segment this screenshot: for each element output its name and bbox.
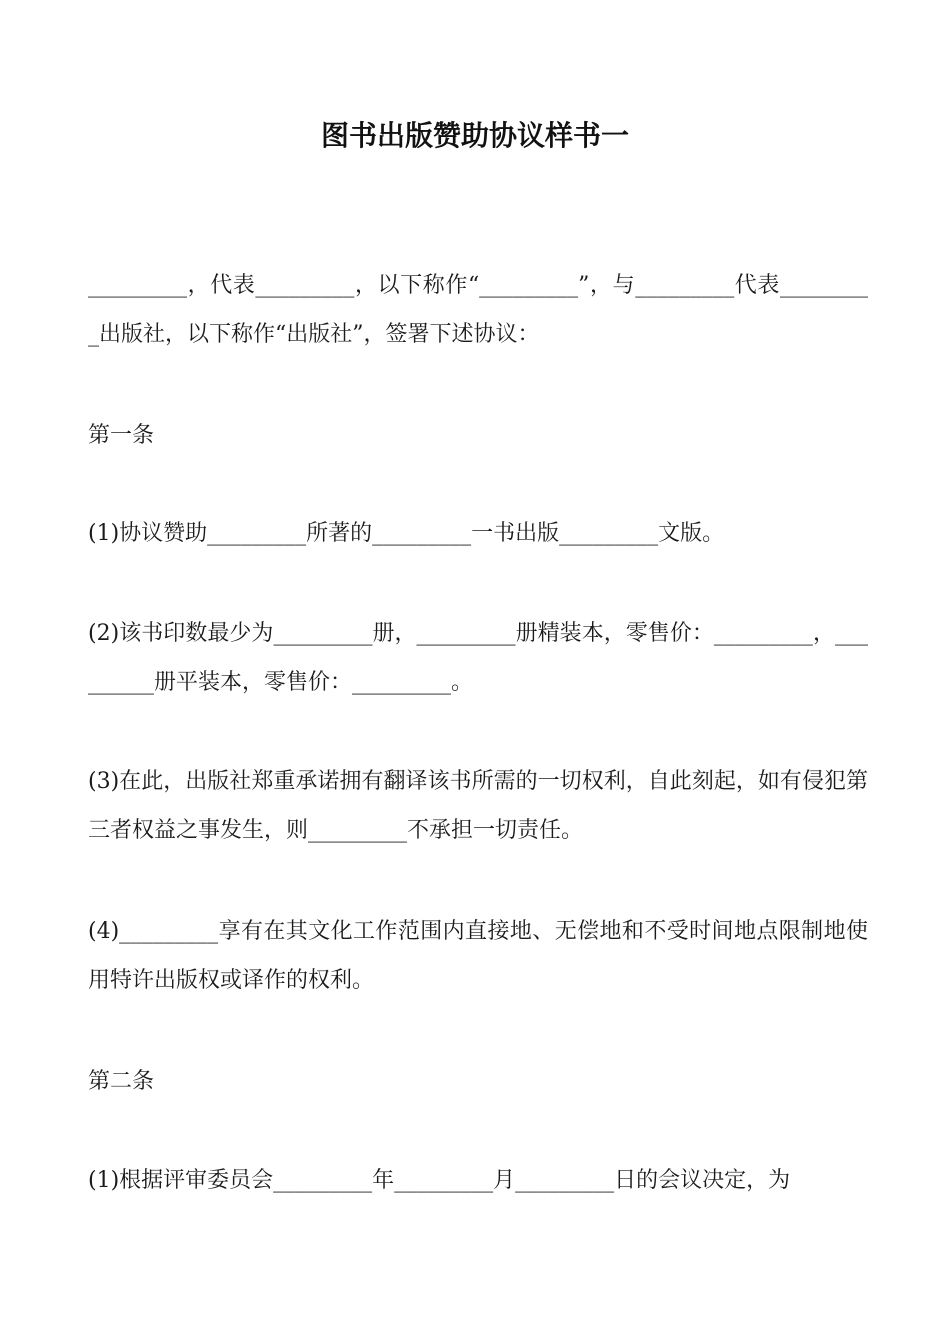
article-one-clause-2: (2)该书印数最少为_________册，_________册精装本，零售价：_________，_________册平装本，零售价：_________。 — [88, 621, 868, 695]
article-one-clause-1: (1)协议赞助_________所著的_________一书出版_________文版。 — [88, 521, 725, 546]
article-one-heading: 第一条 — [88, 423, 155, 448]
intro-paragraph: _________，代表_________，以下称作“_________”，与_________代表_________出版社，以下称作“出版社”，签署下述协议： — [88, 273, 868, 347]
article-one-clause-3: (3)在此，出版社郑重承诺拥有翻译该书所需的一切权利，自此刻起，如有侵犯第三者权益之事发生，则_________不承担一切责任。 — [88, 769, 868, 843]
article-two-clause-1: (1)根据评审委员会_________年_________月_________日的会议决定，为 — [88, 1168, 791, 1193]
document-title: 图书出版赞助协议样书一 — [320, 119, 629, 152]
article-two-heading: 第二条 — [88, 1069, 155, 1094]
article-one-clause-4: (4)_________享有在其文化工作范围内直接地、无偿地和不受时间地点限制地使用特许出版权或译作的权利。 — [88, 919, 868, 993]
